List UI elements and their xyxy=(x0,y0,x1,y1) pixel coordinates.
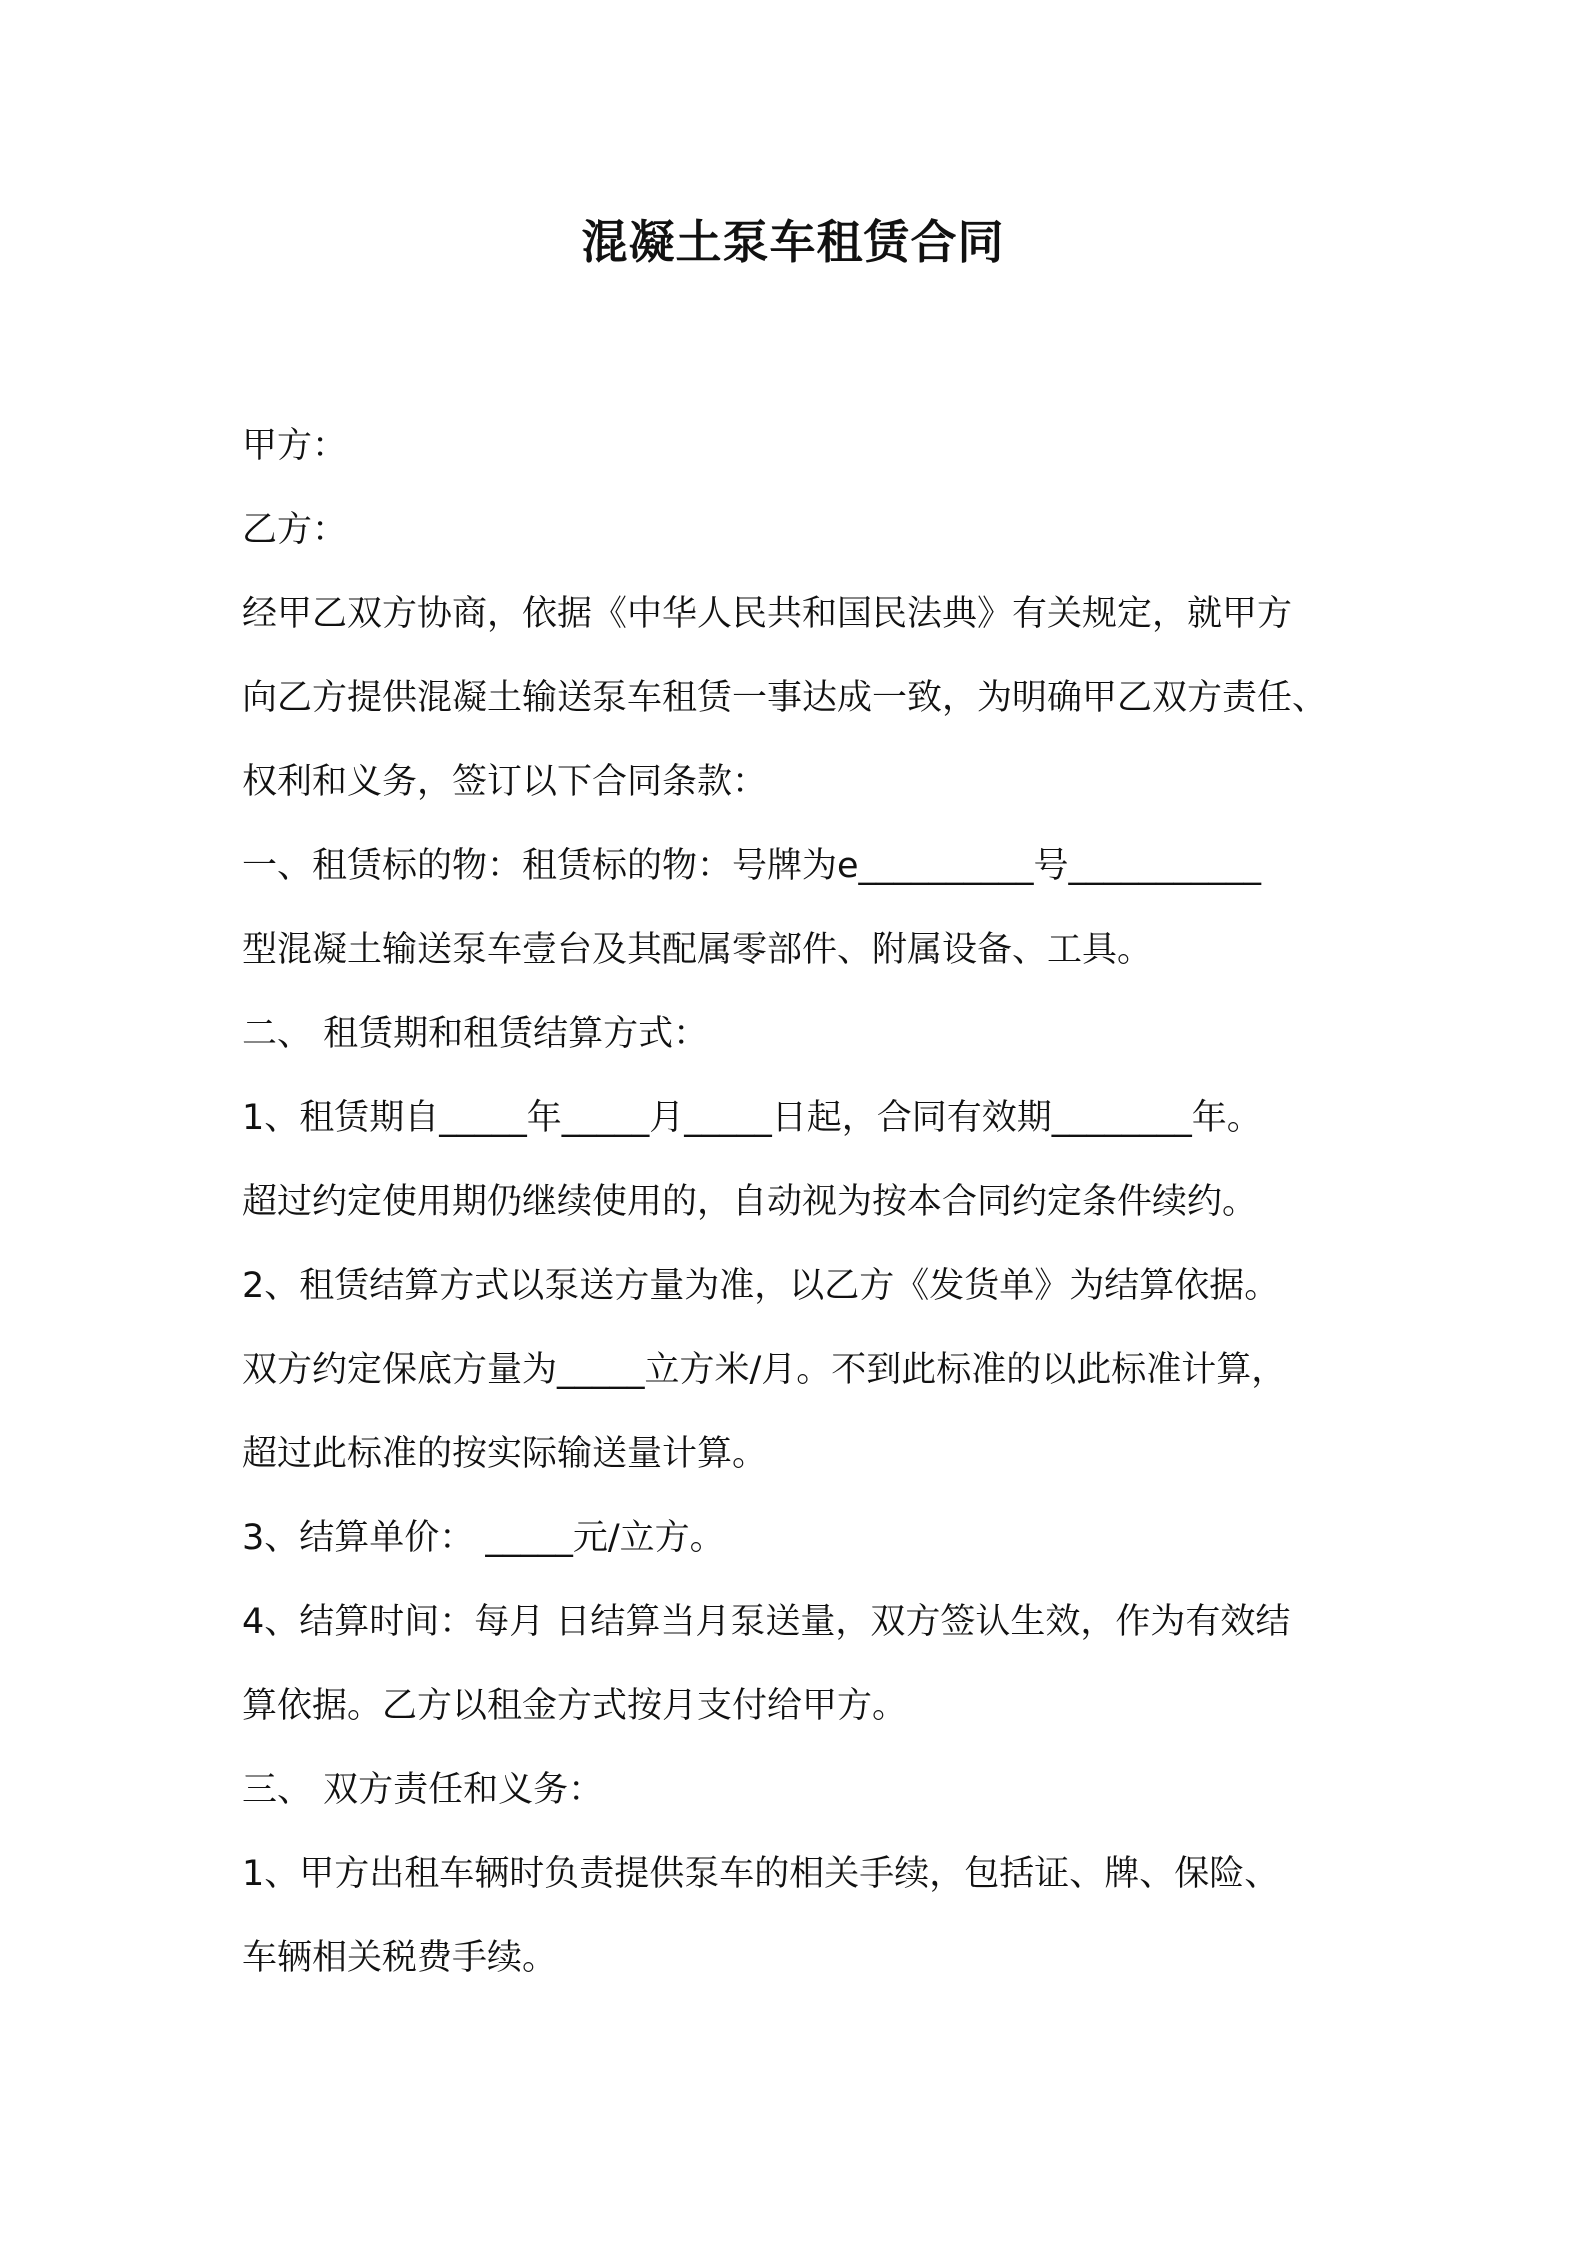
clause-2-2-line-2: 双方约定保底方量为_____立方米/月。不到此标准的以此标准计算， xyxy=(242,1350,1287,1390)
document-title: 混凝土泵车租赁合同 xyxy=(581,215,1005,269)
section-1-heading: 一、租赁标的物：租赁标的物：号牌为e__________号___________ xyxy=(242,846,1262,886)
preamble-line-1: 经甲乙双方协商，依据《中华人民共和国民法典》有关规定，就甲方 xyxy=(242,594,1293,634)
clause-2-1-line-2: 超过约定使用期仍继续使用的，自动视为按本合同约定条件续约。 xyxy=(242,1182,1258,1222)
clause-2-1-line-1: 1、租赁期自_____年_____月_____日起，合同有效期________年。 xyxy=(242,1098,1262,1138)
clause-3-1-line-1: 1、甲方出租车辆时负责提供泵车的相关手续，包括证、牌、保险、 xyxy=(242,1854,1280,1894)
section-3-heading: 三、 双方责任和义务： xyxy=(242,1770,604,1810)
party-b-line: 乙方： xyxy=(242,510,348,550)
clause-2-3-line: 3、结算单价： _____元/立方。 xyxy=(242,1518,725,1558)
preamble-line-2: 向乙方提供混凝土输送泵车租赁一事达成一致，为明确甲乙双方责任、 xyxy=(242,678,1328,718)
section-1-text: 型混凝土输送泵车壹台及其配属零部件、附属设备、工具。 xyxy=(242,930,1153,970)
party-a-line: 甲方： xyxy=(242,426,348,466)
clause-2-4-line-1: 4、结算时间：每月 日结算当月泵送量，双方签认生效，作为有效结 xyxy=(242,1602,1291,1642)
clause-2-4-line-2: 算依据。乙方以租金方式按月支付给甲方。 xyxy=(242,1686,908,1726)
clause-3-1-line-2: 车辆相关税费手续。 xyxy=(242,1938,558,1978)
document-body xyxy=(242,404,1372,2000)
clause-2-2-line-1: 2、租赁结算方式以泵送方量为准，以乙方《发货单》为结算依据。 xyxy=(242,1266,1280,1306)
clause-2-2-line-3: 超过此标准的按实际输送量计算。 xyxy=(242,1434,768,1474)
section-2-heading: 二、 租赁期和租赁结算方式： xyxy=(242,1014,709,1054)
preamble-line-3: 权利和义务，签订以下合同条款： xyxy=(242,762,768,802)
